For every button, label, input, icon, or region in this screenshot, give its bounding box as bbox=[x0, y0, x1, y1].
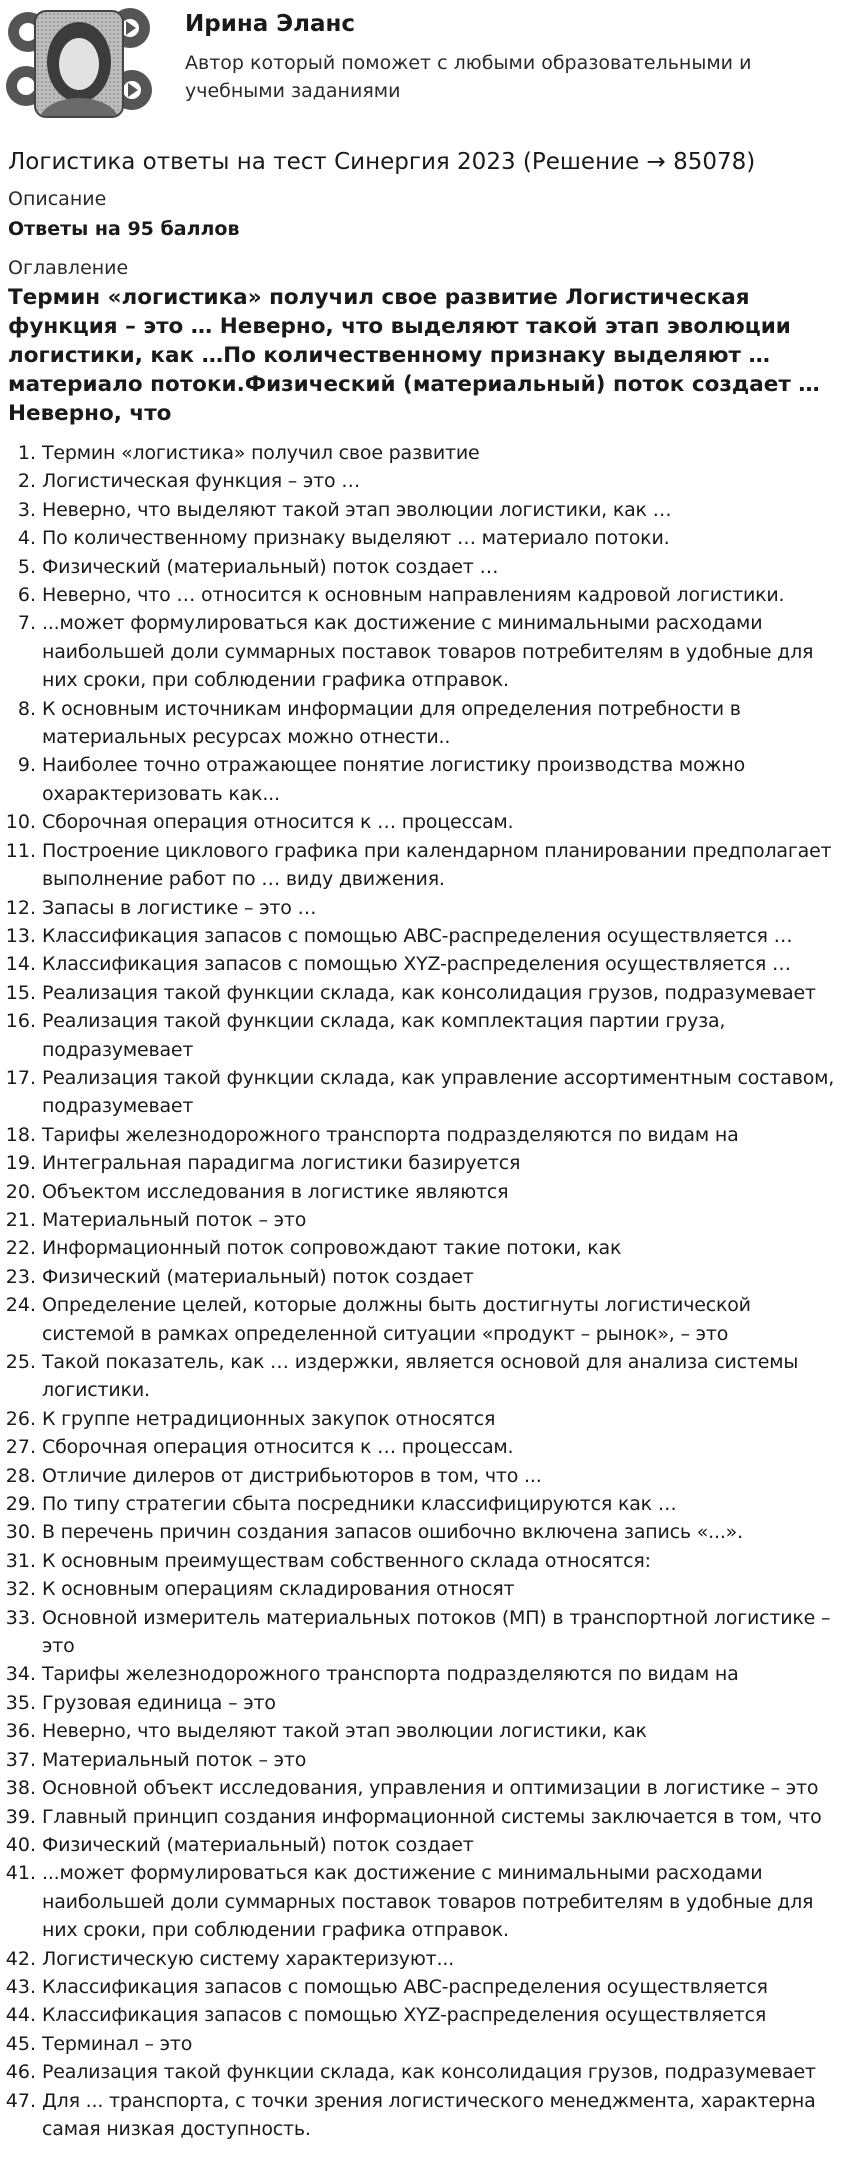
question-item bbox=[0, 1206, 847, 1234]
question-item bbox=[0, 1689, 847, 1717]
question-item bbox=[0, 922, 847, 950]
question-text: Информационный поток сопровождают такие потоки, как bbox=[42, 1237, 622, 1260]
question-text: По количественному признаку выделяют … материало потоки. bbox=[42, 527, 670, 550]
question-number: 21. bbox=[5, 1208, 36, 1231]
question-item bbox=[0, 609, 847, 694]
question-item bbox=[0, 2001, 847, 2029]
question-text: Реализация такой функции склада, как консолидация грузов, подразумевает bbox=[42, 2061, 816, 2084]
question-text: ...может формулироваться как достижение с минимальными расходами наибольшей доли суммарных поставок товаров потребителям в удобные для них сроки, при соблюдении графика отправок. bbox=[42, 1862, 814, 1942]
question-text: Материальный поток – это bbox=[42, 1748, 307, 1771]
question-number: 34. bbox=[5, 1663, 36, 1686]
question-item bbox=[0, 1660, 847, 1688]
question-text: Классификация запасов с помощью ABC-распределения осуществляется … bbox=[42, 924, 793, 947]
question-text: ...может формулироваться как достижение с минимальными расходами наибольшей доли суммарных поставок товаров потребителям в удобные для них сроки, при соблюдении графика отправок. bbox=[42, 612, 814, 692]
question-item bbox=[0, 1604, 847, 1661]
question-item bbox=[0, 2087, 847, 2144]
question-item bbox=[0, 2030, 847, 2058]
question-number: 35. bbox=[5, 1691, 36, 1714]
question-item bbox=[0, 1007, 847, 1064]
question-number: 1. bbox=[17, 442, 36, 464]
question-item bbox=[0, 1263, 847, 1291]
question-text: Классификация запасов с помощью XYZ-распределения осуществляется bbox=[42, 2004, 767, 2027]
question-number: 3. bbox=[17, 498, 36, 521]
question-text: Сборочная операция относится к … процессам. bbox=[42, 1436, 514, 1459]
question-number: 2. bbox=[17, 470, 36, 493]
question-item bbox=[0, 950, 847, 978]
author-avatar[interactable] bbox=[4, 4, 154, 122]
question-number: 16. bbox=[5, 1010, 36, 1033]
question-text: Терминал – это bbox=[42, 2032, 193, 2055]
question-item bbox=[0, 1575, 847, 1603]
question-item bbox=[0, 1803, 847, 1831]
question-item bbox=[0, 1405, 847, 1433]
question-number: 40. bbox=[5, 1833, 36, 1856]
question-text: Логистическую систему характеризуют... bbox=[42, 1947, 454, 1970]
question-number: 38. bbox=[5, 1777, 36, 1800]
question-text: К основным источникам информации для определения потребности в материальных ресурсах можно отнести.. bbox=[42, 697, 741, 749]
question-item bbox=[0, 1518, 847, 1546]
question-item bbox=[0, 1945, 847, 1973]
question-item bbox=[0, 439, 847, 467]
question-text: К группе нетрадиционных закупок относятся bbox=[42, 1407, 496, 1430]
toc-heading: Термин «логистика» получил свое развитие Логистическая функция – это … Неверно, что выделяют такой этап эволюции логистики, как …По количественному признаку выделяют … материало потоки.Физический (материальный) поток создает …Неверно, что bbox=[8, 285, 820, 426]
question-number: 18. bbox=[5, 1123, 36, 1146]
question-text: Такой показатель, как … издержки, является основой для анализа системы логистики. bbox=[42, 1351, 799, 1402]
question-number: 14. bbox=[5, 953, 36, 976]
question-number: 23. bbox=[5, 1265, 36, 1288]
question-number: 29. bbox=[5, 1493, 36, 1516]
question-item bbox=[0, 553, 847, 581]
question-text: Запасы в логистике – это … bbox=[42, 896, 317, 919]
question-text: Неверно, что … относится к основным направлениям кадровой логистики. bbox=[42, 584, 785, 607]
question-number: 22. bbox=[5, 1237, 36, 1260]
description-label: Описание bbox=[8, 188, 107, 210]
question-number: 31. bbox=[5, 1549, 36, 1572]
question-number: 20. bbox=[5, 1180, 36, 1203]
question-item bbox=[0, 1774, 847, 1802]
question-number: 11. bbox=[5, 839, 36, 862]
question-number: 25. bbox=[5, 1351, 36, 1373]
question-text: Главный принцип создания информационной системы заключается в том, что bbox=[42, 1805, 822, 1828]
question-text: Определение целей, которые должны быть достигнуты логистической системой в рамках определенной ситуации «продукт – рынок», – это bbox=[42, 1294, 751, 1345]
question-text: Логистическая функция – это … bbox=[42, 470, 361, 493]
question-text: Тарифы железнодорожного транспорта подразделяются по видам на bbox=[42, 1663, 739, 1686]
question-number: 7. bbox=[17, 612, 36, 635]
author-name[interactable]: Ирина Эланс bbox=[185, 11, 356, 37]
question-item bbox=[0, 1746, 847, 1774]
question-number: 28. bbox=[5, 1464, 36, 1487]
question-text: Неверно, что выделяют такой этап эволюции логистики, как … bbox=[42, 498, 672, 521]
question-item bbox=[0, 1717, 847, 1745]
question-item bbox=[0, 467, 847, 495]
question-item bbox=[0, 894, 847, 922]
question-item bbox=[0, 1234, 847, 1262]
question-number: 15. bbox=[5, 981, 36, 1004]
question-text: Объектом исследования в логистике являются bbox=[42, 1180, 509, 1203]
question-text: Интегральная парадигма логистики базируется bbox=[42, 1152, 521, 1175]
question-text: К основным преимуществам собственного склада относятся: bbox=[42, 1549, 651, 1572]
question-item bbox=[0, 1462, 847, 1490]
question-text: Сборочная операция относится к … процессам. bbox=[42, 811, 514, 834]
question-number: 13. bbox=[5, 924, 36, 947]
question-number: 17. bbox=[5, 1066, 36, 1089]
question-item bbox=[0, 1348, 847, 1405]
question-number: 39. bbox=[5, 1805, 36, 1828]
question-item bbox=[0, 695, 847, 752]
question-text: Классификация запасов с помощью XYZ-распределения осуществляется … bbox=[42, 953, 791, 976]
question-text: Отличие дилеров от дистрибьюторов в том, что ... bbox=[42, 1464, 542, 1487]
question-number: 42. bbox=[5, 1947, 36, 1970]
question-text: Реализация такой функции склада, как комплектация партии груза, подразумевает bbox=[42, 1010, 726, 1061]
question-item bbox=[0, 524, 847, 552]
question-text: Построение циклового графика при календарном планировании предполагает выполнение работ по … виду движения. bbox=[42, 839, 832, 891]
question-number: 6. bbox=[17, 584, 36, 607]
question-item bbox=[0, 808, 847, 836]
author-card bbox=[0, 0, 847, 120]
question-number: 26. bbox=[5, 1407, 36, 1430]
question-list bbox=[0, 439, 847, 2143]
question-number: 4. bbox=[17, 527, 36, 550]
question-number: 5. bbox=[17, 555, 36, 578]
question-text: Основной объект исследования, управления и оптимизации в логистике – это bbox=[42, 1777, 819, 1800]
question-number: 32. bbox=[5, 1578, 36, 1601]
question-text: Грузовая единица – это bbox=[42, 1691, 276, 1714]
question-item bbox=[0, 496, 847, 524]
question-number: 24. bbox=[5, 1294, 36, 1317]
author-description: Автор который поможет с любыми образовательными и учебными заданиями bbox=[185, 52, 752, 102]
question-number: 43. bbox=[5, 1975, 36, 1998]
question-item bbox=[0, 1433, 847, 1461]
question-item bbox=[0, 1973, 847, 2001]
question-number: 27. bbox=[5, 1436, 36, 1459]
question-item bbox=[0, 2058, 847, 2086]
question-text: Основной измеритель материальных потоков (МП) в транспортной логистике – это bbox=[42, 1606, 831, 1658]
question-item bbox=[0, 1064, 847, 1121]
question-text: В перечень причин создания запасов ошибочно включена запись «...». bbox=[42, 1521, 743, 1544]
question-number: 41. bbox=[5, 1862, 36, 1885]
question-text: Неверно, что выделяют такой этап эволюции логистики, как bbox=[42, 1720, 647, 1743]
question-item bbox=[0, 751, 847, 808]
question-text: Физический (материальный) поток создает … bbox=[42, 555, 499, 578]
question-item bbox=[0, 1490, 847, 1518]
question-item bbox=[0, 1859, 847, 1944]
question-number: 44. bbox=[5, 2004, 36, 2027]
question-item bbox=[0, 1121, 847, 1149]
question-item bbox=[0, 979, 847, 1007]
toc-label: Оглавление bbox=[8, 257, 129, 279]
question-text: Физический (материальный) поток создает bbox=[42, 1265, 474, 1288]
question-item bbox=[0, 837, 847, 894]
question-item bbox=[0, 1831, 847, 1859]
question-text: Наиболее точно отражающее понятие логистику производства можно охарактеризовать как... bbox=[42, 754, 746, 805]
description-text: Ответы на 95 баллов bbox=[8, 218, 240, 240]
question-number: 10. bbox=[5, 811, 36, 834]
question-text: Тарифы железнодорожного транспорта подразделяются по видам на bbox=[42, 1123, 739, 1146]
question-item bbox=[0, 1291, 847, 1348]
question-text: Термин «логистика» получил свое развитие bbox=[42, 442, 480, 464]
question-number: 33. bbox=[5, 1606, 36, 1629]
question-number: 30. bbox=[5, 1521, 36, 1544]
question-text: По типу стратегии сбыта посредники классифицируются как … bbox=[42, 1493, 677, 1516]
question-number: 45. bbox=[5, 2032, 36, 2055]
question-number: 9. bbox=[17, 754, 36, 777]
question-text: Реализация такой функции склада, как управление ассортиментным составом, подразумевает bbox=[42, 1066, 835, 1118]
document-title: Логистика ответы на тест Синергия 2023 (Решение → 85078) bbox=[8, 149, 756, 175]
question-text: К основным операциям складирования относят bbox=[42, 1578, 515, 1601]
question-number: 12. bbox=[5, 896, 36, 919]
question-text: Физический (материальный) поток создает bbox=[42, 1833, 474, 1856]
question-number: 8. bbox=[17, 697, 36, 720]
question-item bbox=[0, 1149, 847, 1177]
question-number: 19. bbox=[5, 1152, 36, 1175]
question-number: 36. bbox=[5, 1720, 36, 1743]
question-text: Классификация запасов с помощью ABC-распределения осуществляется bbox=[42, 1975, 768, 1998]
question-item bbox=[0, 1178, 847, 1206]
question-number: 47. bbox=[5, 2089, 36, 2112]
question-item bbox=[0, 581, 847, 609]
question-text: Материальный поток – это bbox=[42, 1208, 307, 1231]
question-text: Для ... транспорта, с точки зрения логистического менеджмента, характерна самая низкая доступность. bbox=[42, 2089, 816, 2140]
question-number: 46. bbox=[5, 2061, 36, 2084]
question-number: 37. bbox=[5, 1748, 36, 1771]
question-text: Реализация такой функции склада, как консолидация грузов, подразумевает bbox=[42, 981, 816, 1004]
question-item bbox=[0, 1547, 847, 1575]
